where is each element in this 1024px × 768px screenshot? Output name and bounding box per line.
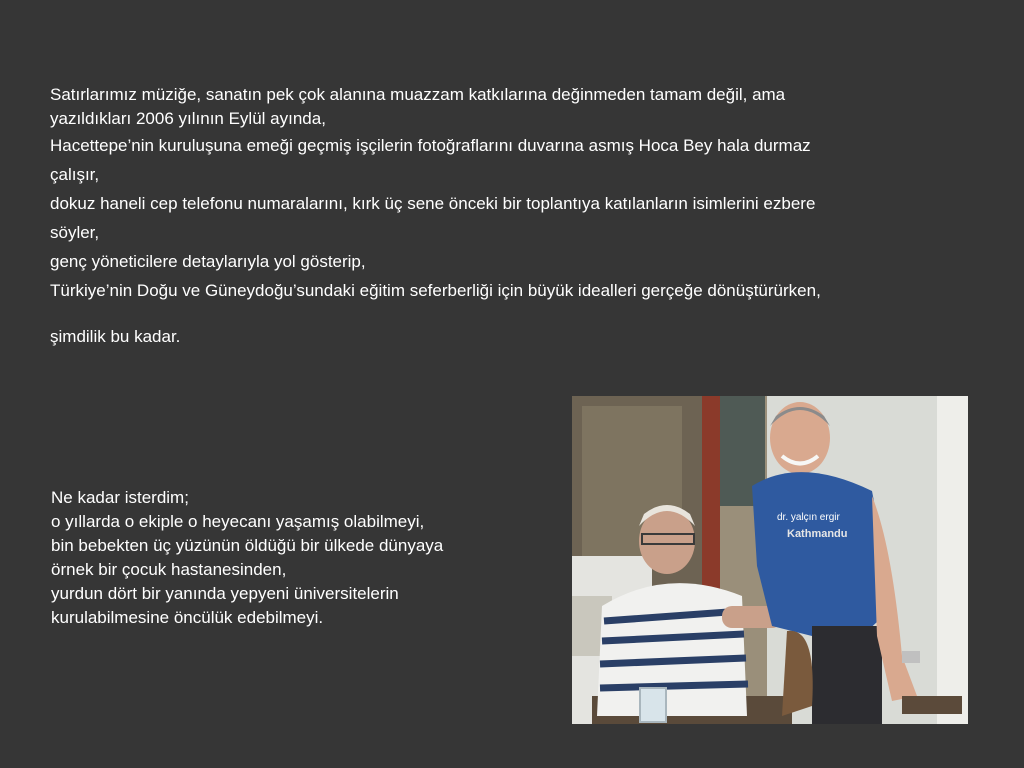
text-line: kurulabilmesine öncülük edebilmeyi. bbox=[51, 608, 324, 627]
text-line: dokuz haneli cep telefonu numaralarını, kırk üç sene önceki bir toplantıya katılanların isimlerini ezbere bbox=[50, 194, 816, 213]
shirt-text: Kathmandu bbox=[787, 528, 848, 540]
photo-two-men bbox=[572, 396, 968, 724]
text-line: söyler, bbox=[50, 223, 100, 242]
closing-line: şimdilik bu kadar. bbox=[50, 327, 181, 346]
text-line: bin bebekten üç yüzünün öldüğü bir ülkede dünyaya bbox=[51, 536, 444, 555]
text-line: Satırlarımız müziğe, sanatın pek çok alanına muazzam katkılarına değinmeden tamam değil, ama bbox=[50, 85, 786, 104]
text-line: Türkiye’nin Doğu ve Güneydoğu’sundaki eğitim seferberliği için büyük idealleri gerçeğe dönüştürürken, bbox=[50, 281, 821, 300]
text-line: Hacettepe’nin kuruluşuna emeği geçmiş işçilerin fotoğraflarını duvarına asmış Hoca Bey hala durmaz bbox=[50, 136, 811, 155]
text-line: o yıllarda o ekiple o heyecanı yaşamış olabilmeyi, bbox=[51, 512, 425, 531]
bottom-paragraph bbox=[51, 486, 551, 630]
photo-caption: dr. yalçın ergir bbox=[777, 512, 840, 523]
top-paragraph bbox=[50, 83, 980, 349]
text-line: Ne kadar isterdim; bbox=[51, 488, 189, 507]
text-line: örnek bir çocuk hastanesinden, bbox=[51, 560, 287, 579]
text-line: yurdun dört bir yanında yepyeni üniversitelerin bbox=[51, 584, 399, 603]
text-line: genç yöneticilere detaylarıyla yol gösterip, bbox=[50, 252, 366, 271]
text-line: çalışır, bbox=[50, 165, 100, 184]
text-line: yazıldıkları 2006 yılının Eylül ayında, bbox=[50, 109, 326, 128]
